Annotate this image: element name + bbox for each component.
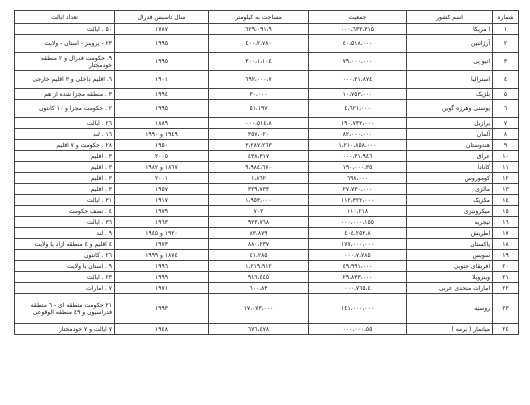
row-country-name: اطریش <box>407 228 493 239</box>
row-area: ۱،۸٦۲ <box>209 173 309 184</box>
row-number: ۲۰ <box>493 261 519 272</box>
header-number: شماره <box>493 11 519 24</box>
table-row <box>15 217 519 228</box>
row-state-count: ۵۰ . ایالت <box>15 24 115 35</box>
row-population: ۲۷،۷۳۰،۰۰۰ <box>309 184 407 195</box>
row-federal-year: ۱۹۹٥ <box>115 100 209 118</box>
row-country-name: میانمار ( برمه ) <box>407 324 493 335</box>
row-country-name: بوسنی وهرزه گوین <box>407 100 493 118</box>
row-number: ۲۲ <box>493 283 519 294</box>
row-state-count: ۳ . اقلیم <box>15 162 115 173</box>
row-area: ۸۳،۸۷۹ <box>209 228 309 239</box>
header-area: مساحت به کیلومتر <box>209 11 309 24</box>
row-area: ۱،۹٥۳،۰۰۰ <box>209 195 309 206</box>
row-number: ۱٦ <box>493 217 519 228</box>
row-state-count: ۳۱ . ایالت <box>15 195 115 206</box>
row-area: ٤۳۸،۳۱۷ <box>209 151 309 162</box>
row-country-name: آلمان <box>407 129 493 140</box>
row-number: ۷ <box>493 118 519 129</box>
row-state-count: ۲٦ . ایالت <box>15 118 115 129</box>
row-country-name: کوموروس <box>407 173 493 184</box>
row-country-name: هندوستان <box>407 140 493 151</box>
row-state-count: ۳ . اقلیم <box>15 151 115 162</box>
row-population: ٤۹،۹۹۱،۰۰۰ <box>309 261 407 272</box>
row-population: ۱٥٥،۰۰۰،۰۰۰ <box>309 217 407 228</box>
header-country-name: اسم کشور <box>407 11 493 24</box>
row-area: ۳٥۷،۰۲۰ <box>209 129 309 140</box>
table-row <box>15 24 519 35</box>
row-country-name: میکرونیزی <box>407 206 493 217</box>
table-row <box>15 129 519 140</box>
row-federal-year: ۱۹۹٦ <box>115 261 209 272</box>
row-federal-year: ۱۹۹۹ <box>115 272 209 283</box>
row-area: ۳،۲۸۷،۲٦۳ <box>209 140 309 151</box>
row-number: ٦ <box>493 100 519 118</box>
row-number: ۲۳ <box>493 294 519 324</box>
row-federal-year: ۲۰۰٥ <box>115 151 209 162</box>
row-population: ۷،۷۸٥،۰۰۰ <box>309 250 407 261</box>
row-federal-year: ۱۹۹٥ <box>115 53 209 71</box>
table-row <box>15 250 519 261</box>
row-state-count: ۲٦ . کانتون <box>15 250 115 261</box>
table-row <box>15 195 519 206</box>
table-row <box>15 53 519 71</box>
row-federal-year: ۱۹۷۳ <box>115 239 209 250</box>
table-row <box>15 206 519 217</box>
table-row <box>15 184 519 195</box>
row-federal-year: ۱۸۷٤ و ۱۹۹۹ <box>115 250 209 261</box>
row-population: ۲۱،۸۷٤،۰۰۰ <box>309 71 407 89</box>
row-population: ۲۹،۸۳۳،۰۰۰ <box>309 272 407 283</box>
row-federal-year: ۱۹۱۷ <box>115 195 209 206</box>
row-number: ۱٥ <box>493 206 519 217</box>
table-row <box>15 272 519 283</box>
row-population: ۱۱۲،۳۲۲،۰۰۰ <box>309 195 407 206</box>
row-federal-year: ۱۷۸۷ <box>115 24 209 35</box>
row-federal-year: ۱۹٥۷ <box>115 184 209 195</box>
row-area: ۹،۹۸٤،٦۷۰ <box>209 162 309 173</box>
row-number: ۱۸ <box>493 239 519 250</box>
row-state-count: ۳ . منطقه مجزا شده از هم <box>15 89 115 100</box>
row-state-count: ۳ . اقلیم <box>15 184 115 195</box>
table-row <box>15 118 519 129</box>
row-number: ۲ <box>493 35 519 53</box>
row-country-name: ا مریکا <box>407 24 493 35</box>
row-area: ۷،٦۹۲،۰۰۰ <box>209 71 309 89</box>
row-area: ۲،۷۸۰،٤۰۰ <box>209 35 309 53</box>
row-state-count: ٤ . نصف حکومت <box>15 206 115 217</box>
row-country-name: مالزی <box>407 184 493 195</box>
row-federal-year: ۱۹۹۳ <box>115 294 209 324</box>
row-area: ٦۷٦،٤۷۸ <box>209 324 309 335</box>
row-country-name: پاکستان <box>407 239 493 250</box>
row-state-count: ٤ اقلیم و ٤ منطقه ازاد یا ولایت <box>15 239 115 250</box>
row-number: ۹ <box>493 140 519 151</box>
row-federal-year: ۱۹٤۹ و ۱۹۹۰ <box>115 129 209 140</box>
row-area: ٥۱،۱۹۷ <box>209 100 309 118</box>
row-area: ۸۸۰،۲۳۷ <box>209 239 309 250</box>
federal-countries-table-wrapper <box>14 10 518 335</box>
header-state-count: تعداد ایالت <box>15 11 115 24</box>
row-population: ۱۷۷،۰۰۰،۰۰۰ <box>309 239 407 250</box>
row-state-count: ۲ . حکومت مجزا و ۱۰ کانتون <box>15 100 115 118</box>
row-population: ٤۰،۵۱۸،۰۰۰ <box>309 35 407 53</box>
table-row <box>15 173 519 184</box>
row-federal-year: ۱۸٦۷ و ۱۹۸۲ <box>115 162 209 173</box>
row-population: ٤،٦۲۱،۰۰۰ <box>309 100 407 118</box>
row-area: ۳۲۹،۷۳۳ <box>209 184 309 195</box>
row-area: ۳۰،۰۰۰ <box>209 89 309 100</box>
row-number: ۱۱ <box>493 162 519 173</box>
table-row <box>15 140 519 151</box>
table-row <box>15 100 519 118</box>
row-number: ۱۷ <box>493 228 519 239</box>
row-number: ۳ <box>493 53 519 71</box>
row-area: ۸،٥۱٤،۰۰۰ <box>209 118 309 129</box>
row-population: ۱٤۱،۰۰۰،۰۰۰ <box>309 294 407 324</box>
table-row <box>15 283 519 294</box>
table-row <box>15 294 519 324</box>
row-number: ٤ <box>493 71 519 89</box>
row-state-count: ۷ . امارات <box>15 283 115 294</box>
row-country-name: افریقای جنوبی <box>407 261 493 272</box>
row-state-count: ۷ ایالت و ۷ خودمختار <box>15 324 115 335</box>
row-area: ۹۱٦،٤٤٥ <box>209 272 309 283</box>
row-state-count: ۳٦ . ایالت <box>15 217 115 228</box>
row-state-count: ۳ . اقلیم <box>15 173 115 184</box>
table-row <box>15 239 519 250</box>
row-number: ۸ <box>493 129 519 140</box>
row-state-count: ۱٦ . لند <box>15 129 115 140</box>
row-country-name: برازیل <box>407 118 493 129</box>
row-state-count: ۲۱ حکومت منطقه ای - ٦ منطقه فدراسیون و ٤۹ منطقه الوقوعی <box>15 294 115 324</box>
row-federal-year: ۱۹۹٤ <box>115 89 209 100</box>
row-country-name: روسیه <box>407 294 493 324</box>
table-header-row <box>15 11 519 24</box>
row-population: ۳٥،۱۹۰،۰۰۰ <box>309 162 407 173</box>
row-area: ۱،۲۱۹،۹۱۲ <box>209 261 309 272</box>
row-population: ۷۹،۰۰۰،۰۰۰ <box>309 53 407 71</box>
table-row <box>15 228 519 239</box>
row-area: ۹۲۳،۷٦۸ <box>209 217 309 228</box>
row-federal-year: ۱۹۹٥ <box>115 35 209 53</box>
row-population: ۱۱۰،۲۱۸ <box>309 206 407 217</box>
row-area: ۹،٦٢۹،۰۹۱ <box>209 24 309 35</box>
row-population: ۱۹۰،۷۳۲،۰۰۰ <box>309 118 407 129</box>
table-row <box>15 261 519 272</box>
row-number: ٥ <box>493 89 519 100</box>
row-number: ۲٤ <box>493 324 519 335</box>
row-federal-year: ۱۹٦۳ <box>115 217 209 228</box>
row-area: ۷۰۲ <box>209 206 309 217</box>
row-country-name: کانادا <box>407 162 493 173</box>
row-number: ۱٤ <box>493 195 519 206</box>
row-state-count: ۲۸ . حکومت و ۷ اقلیم <box>15 140 115 151</box>
row-state-count: ۲۳ - پروینز - استان - ولایت <box>15 35 115 53</box>
row-area: ۸۳،٦۰۰ <box>209 283 309 294</box>
row-population: ۱،۲۱۰،۸٥۸،۰۰۰ <box>309 140 407 151</box>
row-country-name: نیجریه <box>407 217 493 228</box>
row-country-name: بلژیک <box>407 89 493 100</box>
row-population: ٤،۷٦٥،۰۰۰ <box>309 283 407 294</box>
row-population: ٥٥،۰۰۰،۰۰۰ <box>309 324 407 335</box>
row-number: ۱۳ <box>493 184 519 195</box>
row-population: ۸،٤۰٤،٢٥۲ <box>309 228 407 239</box>
table-row <box>15 162 519 173</box>
row-area: ٤۱،۲۸٥ <box>209 250 309 261</box>
row-number: ۱۹ <box>493 250 519 261</box>
row-country-name: اتیو پی <box>407 53 493 71</box>
row-federal-year: ۱۹۷۱ <box>115 283 209 294</box>
row-country-name: استرالیا <box>407 71 493 89</box>
row-state-count: ۹ . استان یا ولایت <box>15 261 115 272</box>
row-country-name: وینزویلا <box>407 272 493 283</box>
row-country-name: سویس <box>407 250 493 261</box>
row-number: ۱۰ <box>493 151 519 162</box>
table-row <box>15 324 519 335</box>
row-federal-year: ۱۹٥۰ <box>115 140 209 151</box>
row-population: ٦۹۸،۰۰۰ <box>309 173 407 184</box>
row-federal-year: ۲۰۰۱ <box>115 173 209 184</box>
row-federal-year: ۱۹۰۱ <box>115 71 209 89</box>
header-federal-year: سال تاسیس فدرال <box>115 11 209 24</box>
row-country-name: مکزیک <box>407 195 493 206</box>
row-federal-year: ۱۸۸۹ <box>115 118 209 129</box>
row-state-count: ۹. حکومت فدرال و ۲ منطقه خودمختار <box>15 53 115 71</box>
row-federal-year: ۱۹٤۸ <box>115 324 209 335</box>
row-state-count: ۲۳ . ایالت <box>15 272 115 283</box>
table-row <box>15 151 519 162</box>
row-number: ۲۱ <box>493 272 519 283</box>
row-country-name: عراق <box>407 151 493 162</box>
table-row <box>15 89 519 100</box>
row-population: ۳۱،۹٤٦،۰۰۰ <box>309 151 407 162</box>
row-state-count: ۹ . لند <box>15 228 115 239</box>
row-population: ۱۰،۷٥۳،۰۰۰ <box>309 89 407 100</box>
row-federal-year: ۱۹۲۰ و ۱۹٤٥ <box>115 228 209 239</box>
row-population: ۳۱۵،٦٣٣،۰۰۰ <box>309 24 407 35</box>
row-number: ۱ <box>493 24 519 35</box>
row-country-name: امارات متحدی عربی <box>407 283 493 294</box>
row-country-name: آرژانتین <box>407 35 493 53</box>
row-area: ۱۷،۰۷۳،۰۰۰ <box>209 294 309 324</box>
table-row <box>15 35 519 53</box>
row-federal-year: ۱۹۷۹ <box>115 206 209 217</box>
federal-countries-table <box>14 10 519 335</box>
row-number: ۱۲ <box>493 173 519 184</box>
row-area: ۱،۱۰٤،۳۰۰ <box>209 53 309 71</box>
row-state-count: ٦. اقلیم داخلی و ۳ اقلیم خارجی <box>15 71 115 89</box>
row-population: ۸۲،۰۰۰،۰۰۰ <box>309 129 407 140</box>
table-row <box>15 71 519 89</box>
header-population: جمعیت <box>309 11 407 24</box>
